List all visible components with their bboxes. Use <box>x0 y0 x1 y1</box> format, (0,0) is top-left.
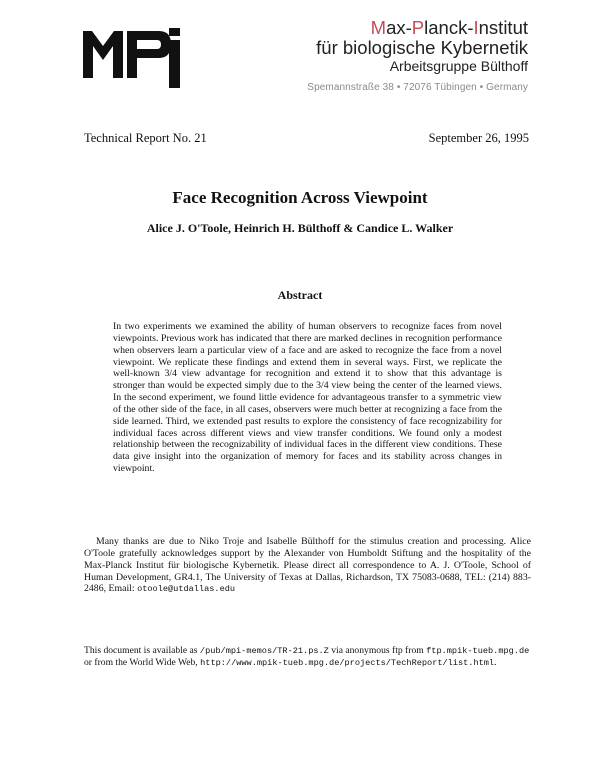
initial-p: P <box>411 17 425 38</box>
acknowledgment <box>84 536 531 596</box>
institute-subtitle: für biologische Kybernetik <box>316 37 528 58</box>
initial-i: I <box>473 17 479 38</box>
report-date: September 26, 1995 <box>428 131 529 145</box>
research-group: Arbeitsgruppe Bülthoff <box>389 58 528 74</box>
report-number: Technical Report No. 21 <box>84 131 207 145</box>
name-part-ax: ax- <box>386 17 412 38</box>
paper-authors: Alice J. O'Toole, Heinrich H. Bülthoff & Candice L. Walker <box>146 221 454 235</box>
institute-address: Spemannstraße 38 • 72076 Tübingen • Germany <box>307 82 528 93</box>
paper-title: Face Recognition Across Viewpoint <box>172 188 428 207</box>
availability-prefix: This document is available as <box>84 645 198 656</box>
name-part-lanck: lanck- <box>424 17 474 38</box>
availability-note <box>84 645 534 669</box>
availability-end: . <box>494 657 497 668</box>
mpi-logo <box>83 22 185 88</box>
name-part-nstitut: nstitut <box>478 17 528 38</box>
availability-mid: via anonymous ftp from <box>331 645 424 656</box>
email-address: otoole@utdallas.edu <box>137 584 236 595</box>
abstract-text: In two experiments we examined the ability of human observers to recognize faces from novel viewpoints. Previous work has indicated that there are marked declines in recognition performance when observers learn a particular view of a face and are asked to recognize the face from a novel viewpoint. We replicate these findings and extend them in several ways. First, we replicate the well-known 3/4 view advantage for recognition and extend it to show that this advantage is stronger than would be expected simply due to the 3/4 view being the center of the learned views. In the second experiment, we found little evidence for advantageous transfer to a symmetric view of the other side of the face, in all cases, observers were much better at recognizing a face from the side learned. Third, we extended past results to explore the consistency of face recognizability for individual faces across different views and view transfer conditions. We found only a modest relationship between the recognizability of individual faces in the different view conditions. These data give insight into the organization of memory for faces and its stability across changes in viewpoint. <box>113 321 502 475</box>
acknowledgment-text: Many thanks are due to Niko Troje and Isabelle Bülthoff for the stimulus creation and processing. Alice O'Toole gratefully acknowledges support by the Alexander von Humboldt Stiftung and the hospitality of the Max-Planck Institut für biologische Kybernetik. Please direct all correspondence to A. J. O'Toole, School of Human Development, GR4.1, The University of Texas at Dallas, Richardson, TX 75083-0688, TEL: (214) 883-2486, Email: <box>84 536 531 595</box>
initial-m: M <box>370 17 387 38</box>
ftp-path: /pub/mpi-memos/TR-21.ps.Z <box>199 646 329 656</box>
availability-or: or from the World Wide Web, <box>84 657 198 668</box>
institute-name <box>371 17 528 39</box>
abstract-heading: Abstract <box>277 288 323 302</box>
www-url: http://www.mpik-tueb.mpg.de/projects/TechReport/list.html <box>200 658 495 668</box>
ftp-host: ftp.mpik-tueb.mpg.de <box>426 646 530 656</box>
